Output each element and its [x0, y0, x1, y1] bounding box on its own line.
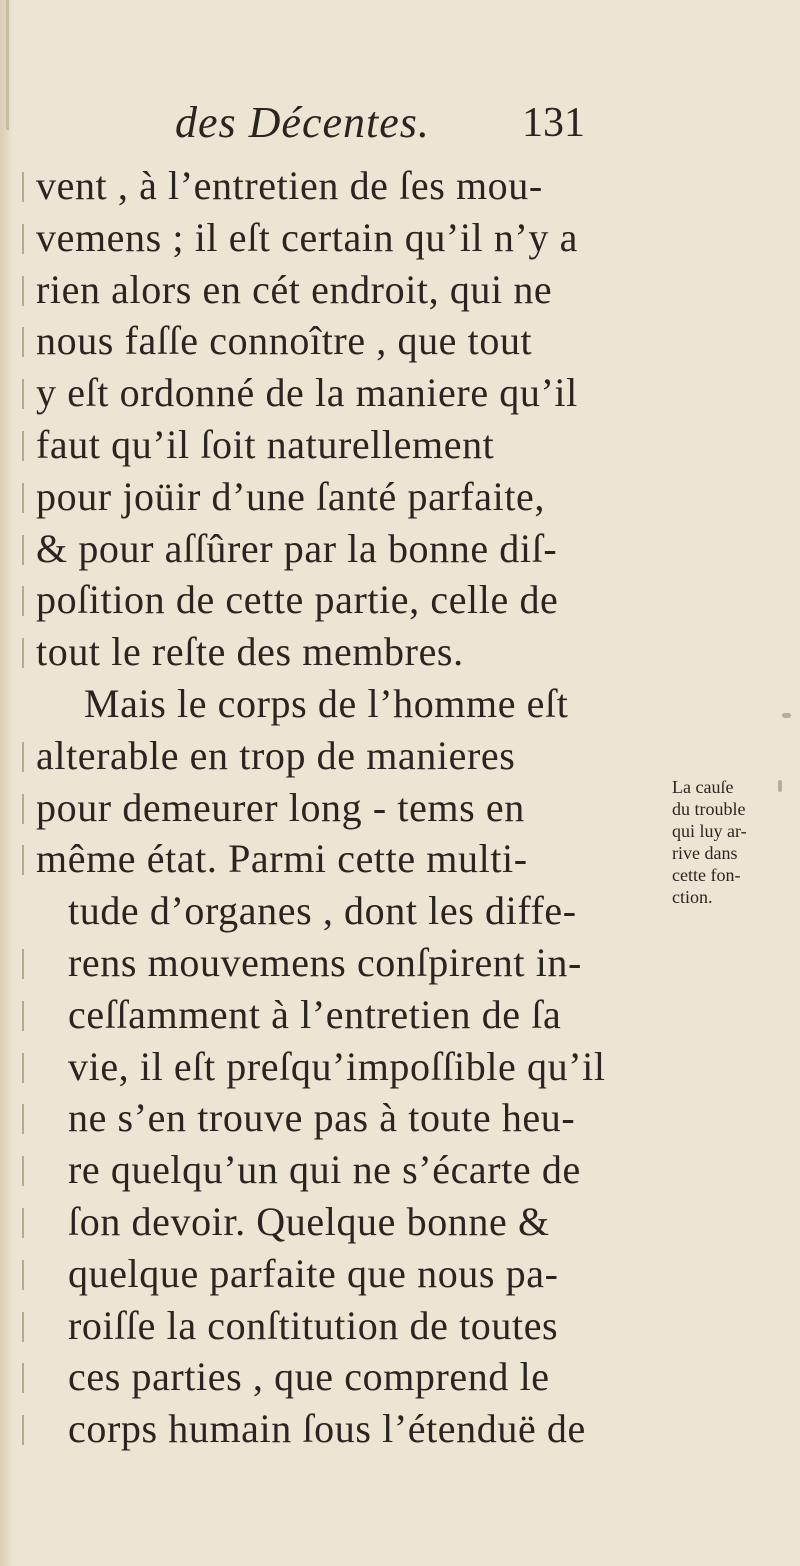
text-line: y eſt ordonné de la maniere qu’il	[22, 367, 662, 419]
margin-note-line: cette fon-	[672, 865, 741, 885]
running-head	[0, 97, 800, 153]
text-line: vent , à l’entretien de ſes mou-	[22, 160, 662, 212]
text-line: pour demeurer long - tems en	[22, 782, 662, 834]
text-line: rien alors en cét endroit, qui ne	[22, 264, 662, 316]
text-line: pour joüir d’une ſanté parfaite,	[22, 471, 662, 523]
paper-speck	[782, 713, 791, 718]
text-line: quelque parfaite que nous pa-	[22, 1248, 662, 1300]
page-edge-shadow	[0, 0, 14, 1566]
margin-note-line: rive dans	[672, 843, 738, 863]
text-line: ſon devoir. Quelque bonne &	[22, 1196, 662, 1248]
page-number: 131	[522, 100, 585, 146]
text-line: corps humain ſous l’étenduë de	[22, 1403, 662, 1455]
text-line: ne s’en trouve pas à toute heu-	[22, 1092, 662, 1144]
text-line: tude d’organes , dont les diffe-	[68, 888, 577, 934]
body-text	[22, 160, 662, 1455]
text-line: re quelqu’un qui ne s’écarte de	[22, 1144, 662, 1196]
text-line: ceſſamment à l’entretien de ſa	[22, 989, 662, 1041]
text-line: même état. Parmi cette multi-	[22, 833, 662, 885]
text-line: vemens ; il eſt certain qu’il n’y a	[22, 212, 662, 264]
running-head-title: des Décentes.	[175, 98, 430, 147]
paper-speck	[778, 780, 782, 792]
text-line: poſition de cette partie, celle de	[22, 574, 662, 626]
text-line: faut qu’il ſoit naturellement	[22, 419, 662, 471]
text-line: alterable en trop de manieres	[22, 730, 662, 782]
text-line: & pour aſſûrer par la bonne diſ-	[22, 523, 662, 575]
margin-note	[672, 776, 797, 908]
margin-note-line: qui luy ar-	[672, 821, 747, 841]
text-line: roiſſe la conſtitution de toutes	[22, 1300, 662, 1352]
text-line: tout le reſte des membres.	[22, 626, 662, 678]
margin-note-line: ction.	[672, 887, 713, 907]
text-line: nous faſſe connoître , que tout	[22, 315, 662, 367]
margin-note-line: du trouble	[672, 799, 746, 819]
margin-note-line: La cauſe	[672, 777, 734, 797]
text-line: rens mouvemens conſpirent in-	[22, 937, 662, 989]
text-line: ces parties , que comprend le	[22, 1351, 662, 1403]
paragraph-start-line: Mais le corps de l’homme eſt	[84, 680, 569, 726]
text-line: vie, il eſt preſqu’impoſſible qu’il	[22, 1041, 662, 1093]
